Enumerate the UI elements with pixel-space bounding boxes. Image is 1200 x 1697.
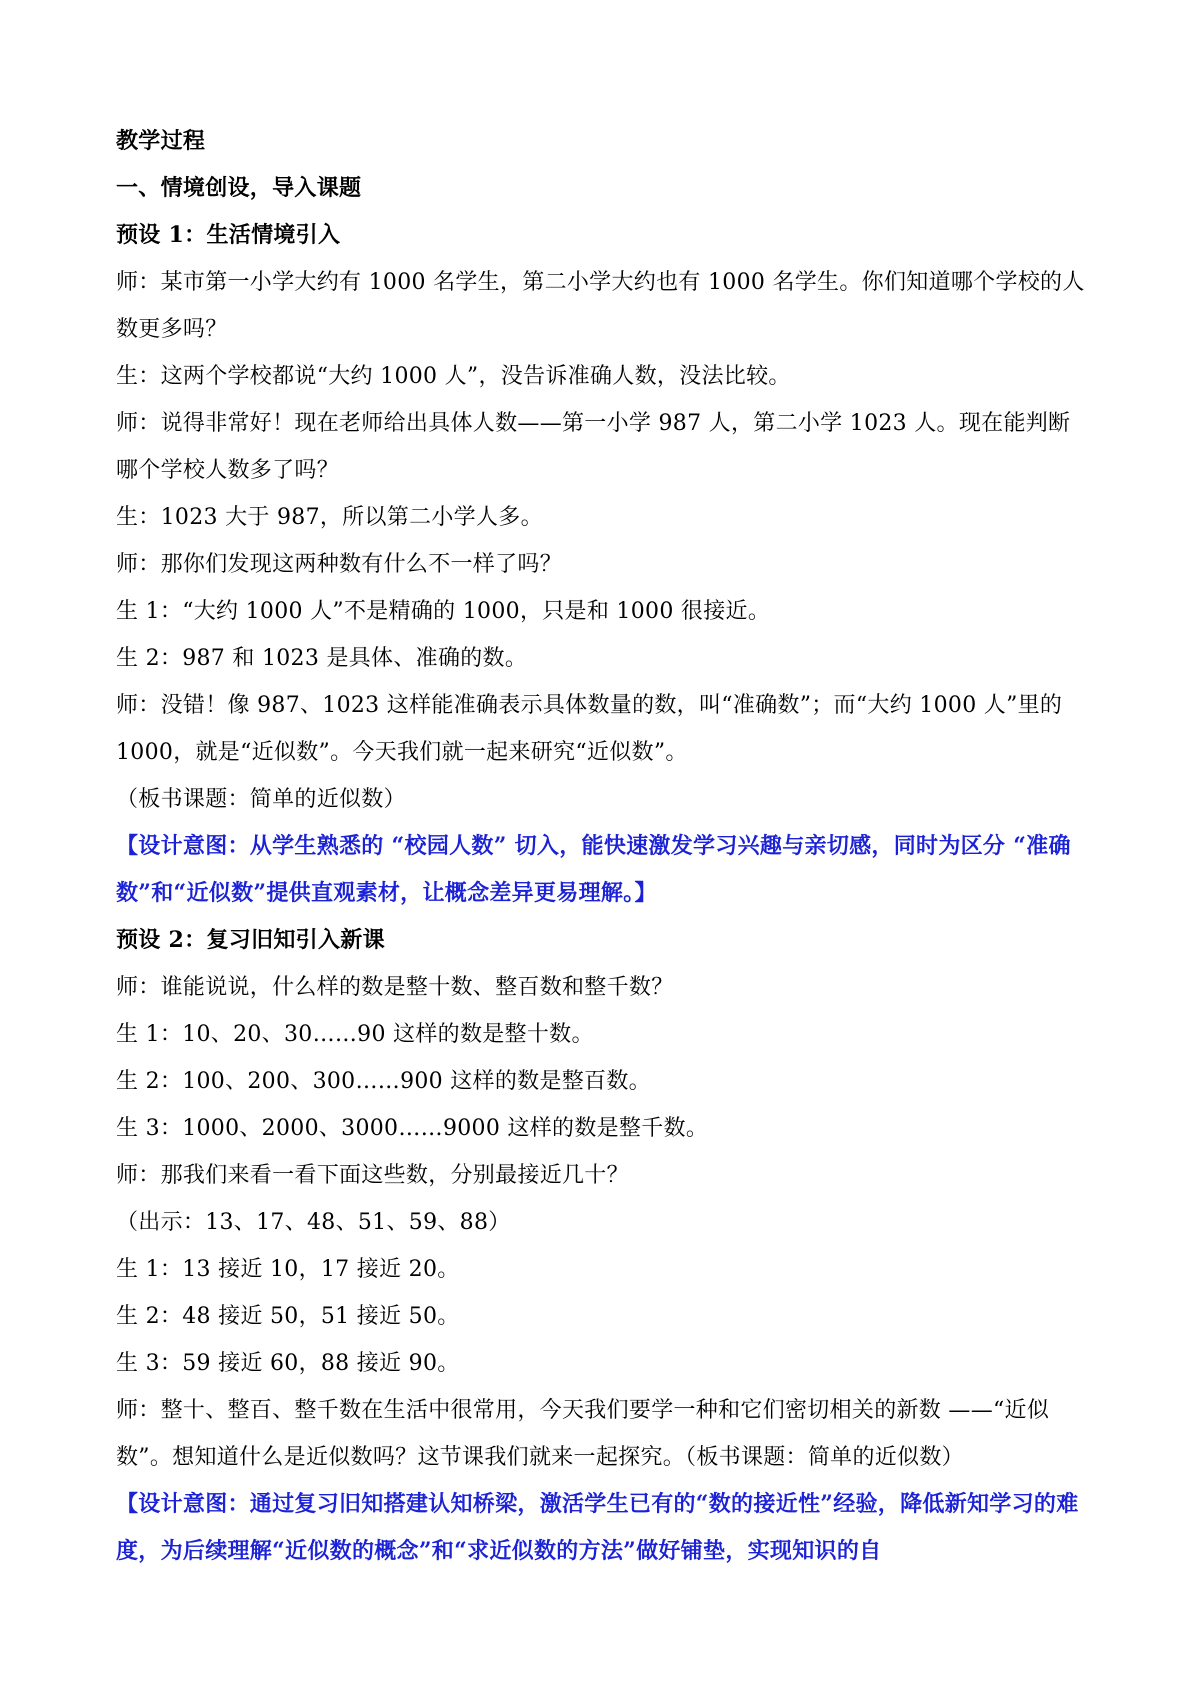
dialogue-line: 生：1023 大于 987，所以第二小学人多。: [116, 505, 543, 530]
section-heading: 一、情境创设，导入课题: [116, 175, 362, 201]
display-note: （出示：13、17、48、51、59、88）: [116, 1210, 511, 1235]
dialogue-line: 师：整十、整百、整千数在生活中很常用，今天我们要学一种和它们密切相关的新数 ——“近似数”。想知道什么是近似数吗？这节课我们就来一起探究。（板书课题：简单的近似数）: [116, 1398, 1050, 1470]
preset-2: [116, 917, 1092, 1575]
dialogue-line: 生 1：13 接近 10，17 接近 20。: [116, 1257, 460, 1282]
preset-1: [116, 212, 1092, 917]
dialogue-line: 生 2：100、200、300……900 这样的数是整百数。: [116, 1069, 651, 1094]
dialogue-line: 师：没错！像 987、1023 这样能准确表示具体数量的数，叫“准确数”；而“大约 1000 人”里的 1000，就是“近似数”。今天我们就一起来研究“近似数”。: [116, 693, 1063, 765]
dialogue-line: 师：某市第一小学大约有 1000 名学生，第二小学大约也有 1000 名学生。你们知道哪个学校的人数更多吗？: [116, 270, 1085, 342]
dialogue-line: 生 2：48 接近 50，51 接近 50。: [116, 1304, 460, 1329]
design-intent: 【设计意图：通过复习旧知搭建认知桥梁，激活学生已有的“数的接近性”经验，降低新知学习的难度，为后续理解“近似数的概念”和“求近似数的方法”做好铺垫，实现知识的自: [116, 1491, 1079, 1564]
doc-title: 教学过程: [116, 128, 206, 154]
dialogue-line: 生 3：1000、2000、3000……9000 这样的数是整千数。: [116, 1116, 709, 1141]
dialogue-line: 师：谁能说说，什么样的数是整十数、整百数和整千数？: [116, 975, 674, 1000]
dialogue-line: 生 3：59 接近 60，88 接近 90。: [116, 1351, 460, 1376]
preset-heading: 预设 1：生活情境引入: [116, 222, 341, 248]
dialogue-line: 生 1：“大约 1000 人”不是精确的 1000，只是和 1000 很接近。: [116, 599, 771, 624]
dialogue-line: 生：这两个学校都说“大约 1000 人”，没告诉准确人数，没法比较。: [116, 364, 791, 389]
board-note: （板书课题：简单的近似数）: [116, 787, 406, 812]
dialogue-line: 师：那你们发现这两种数有什么不一样了吗？: [116, 552, 563, 577]
preset-heading: 预设 2：复习旧知引入新课: [116, 927, 385, 953]
dialogue-line: 师：那我们来看一看下面这些数，分别最接近几十？: [116, 1163, 629, 1188]
dialogue-line: 生 1：10、20、30……90 这样的数是整十数。: [116, 1022, 594, 1047]
dialogue-line: 师：说得非常好！现在老师给出具体人数——第一小学 987 人，第二小学 1023 人。现在能判断哪个学校人数多了吗？: [116, 411, 1071, 483]
dialogue-line: 生 2：987 和 1023 是具体、准确的数。: [116, 646, 528, 671]
design-intent: 【设计意图：从学生熟悉的 “校园人数” 切入，能快速激发学习兴趣与亲切感，同时为区分 “准确数”和“近似数”提供直观素材，让概念差异更易理解。】: [116, 833, 1071, 906]
